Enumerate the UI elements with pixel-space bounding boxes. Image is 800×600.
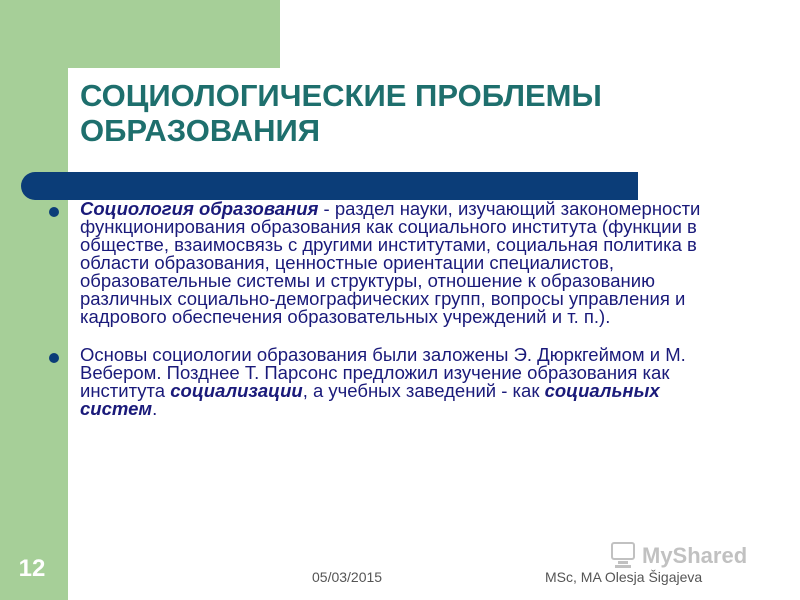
myshared-watermark-logo xyxy=(610,537,770,573)
term-socialization: социализации xyxy=(170,380,303,401)
bullet-dot-icon xyxy=(49,353,59,363)
side-decor-band xyxy=(0,0,68,600)
slide-title xyxy=(80,78,720,148)
slide-body xyxy=(80,200,740,438)
bullet-text xyxy=(80,200,740,326)
history-text-c: . xyxy=(152,398,158,419)
slide-title-line-2: ОБРАЗОВАНИЯ xyxy=(80,113,321,148)
term-sociology-of-education: Социология образования xyxy=(80,198,319,219)
slide-number: 12 xyxy=(18,555,46,582)
bullet-text xyxy=(80,346,740,418)
bullet-item-definition xyxy=(80,200,740,326)
definition-text: - раздел науки, изучающий закономерности функционирования образования как социального института (функции в обществе, взаимосвязь с другими институтами, социальная политика в области образования, ценностные ориентации специалистов, образовательные системы и структуры, отношение к образованию различных социально-демографических групп, вопросы управления и кадрового обеспечения образовательных учреждений и т. п.). xyxy=(80,198,701,327)
title-divider-bar xyxy=(21,172,638,200)
history-text-b: , а учебных заведений - как xyxy=(302,380,545,401)
footer-date: 05/03/2015 xyxy=(312,569,383,585)
bullet-item-history xyxy=(80,346,740,418)
footer-author: MSc, MA Olesja Šigajeva xyxy=(545,569,703,585)
bullet-dot-icon xyxy=(49,207,59,217)
svg-text:MyShared: MyShared xyxy=(642,543,748,568)
slide-title-line-1: СОЦИОЛОГИЧЕСКИЕ ПРОБЛЕМЫ xyxy=(80,78,602,113)
history-text-a: Основы социологии образования были заложены Э. Дюркгеймом и М. Вебером. Позднее Т. Парсонс предложил изучение образования как института xyxy=(80,344,686,401)
top-decor-block xyxy=(0,0,280,68)
term-social-systems: социальных систем xyxy=(80,380,660,419)
